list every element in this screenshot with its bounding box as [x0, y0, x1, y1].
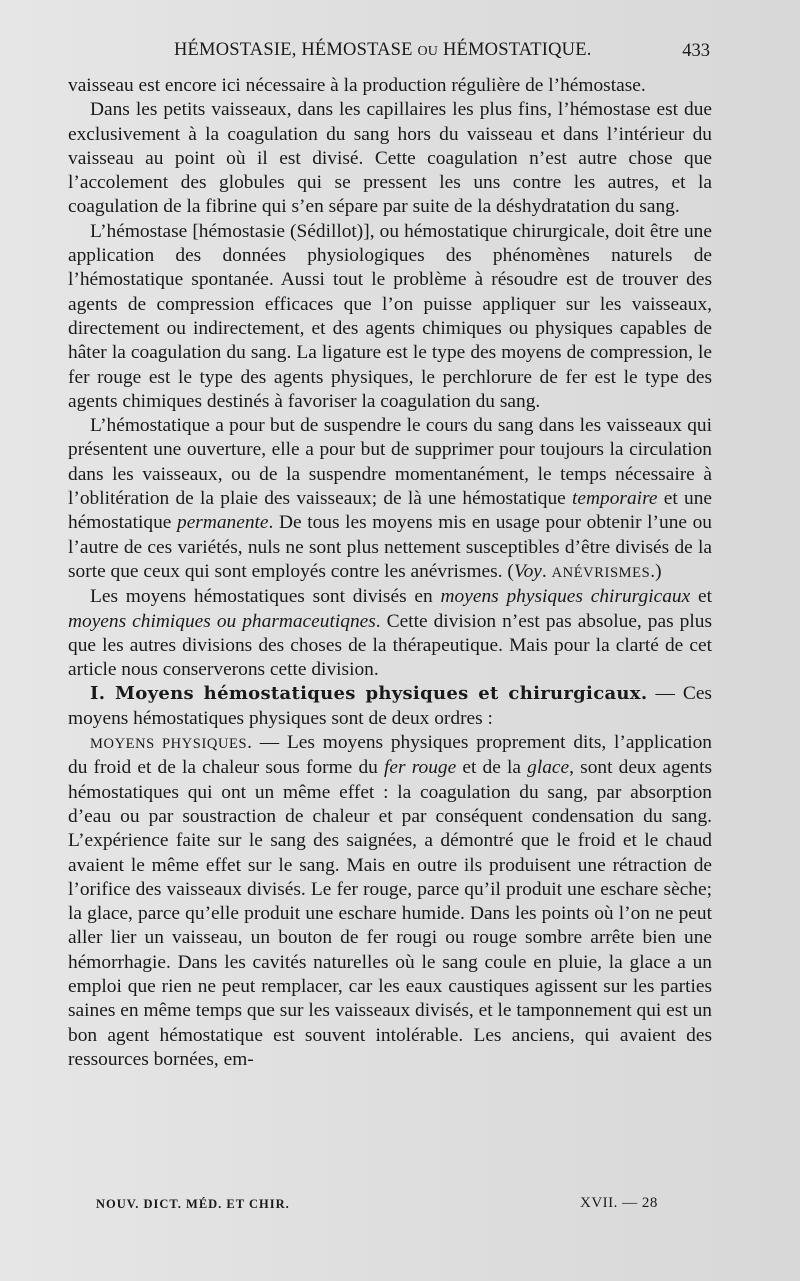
paragraph-moyens-physiques: MOYENS PHYSIQUES. — Les moyens physiques proprement dits, l’application du froid et de la chaleur sous forme du fer rouge et de la glace, sont deux agents hémostatiques qui ont un même effet : la coagulation du sang, par absorption d’eau ou par soustraction de chaleur et par conséquent condensation du sang. L’expérience faite sur le sang des saignées, a démontré que le froid et le chaud avaient le même effet sur le sang. Mais en outre ils produisent une rétraction de l’orifice des vaisseaux divisés. Le fer rouge, parce qu’il produit une eschare sèche; la glace, parce qu’elle produit une eschare humide. Dans les points où l’on ne peut aller lier un vaisseau, un bouton de fer rougi ou rouge sombre arrête bien une hémorrhagie. Dans les cavités naturelles où le sang coule en pluie, la glace a un emploi que rien ne peut remplacer, car les eaux caustiques agissent sur les parties saines en même temps que sur les vaisseaux divisés, et le tamponnement qui est un bon agent hémostatique est souvent intolérable. Les anciens, qui avaient des ressources bornées, em- — [68, 732, 713, 1070]
page-number: 433 — [682, 41, 710, 61]
cross-reference-anevrismes: ANÉVRISMES — [551, 564, 651, 581]
term-permanente: permanente — [177, 512, 269, 534]
paragraph-hemostatique-goal: L’hémostatique a pour but de suspendre le cours du sang dans les vaisseaux qui présentent une ouverture, elle a pour but de supprimer pour toujours la circulation dans les vaisseaux, ou de la suspendre momentanément, le temps nécessaire à l’oblitération de la plaie des vaisseaux; de là une hémostatique temporaire et une hémostatique permanente. De tous les moyens mis en usage pour obtenir l’une ou l’autre de ces variétés, nuls ne sont plus nettement susceptibles d’être divisés de la sorte que ceux qui sont employés contre les anévrismes. (Voy. ANÉVRISMES.) — [68, 415, 712, 582]
article-body — [68, 74, 712, 1072]
running-title-conjunction: OU — [417, 44, 439, 59]
paragraph-capillaries: Dans les petits vaisseaux, dans les capillaires les plus fins, l’hémostase est due exclusivement à la coagulation du sang hors du vaisseau et dans l’intérieur du vaisseau au point où il est divisé. Cette coagulation n’est autre chose que l’accolement des globules qui se pressent les uns contre les autres, et la coagulation de la fibrine qui s’en sépare par suite de la déshydratation du sang. — [68, 99, 712, 218]
section-title: I. Moyens hémostatiques physiques et chirurgicaux. — [90, 683, 648, 705]
page-footer — [96, 1197, 696, 1217]
footer-source: NOUV. DICT. MÉD. ET CHIR. — [96, 1197, 290, 1211]
running-header — [68, 40, 712, 68]
term-fer-rouge: fer rouge — [384, 757, 457, 779]
subsection-label: MOYENS PHYSIQUES — [90, 736, 248, 753]
cross-reference-voy: Voy — [513, 560, 542, 582]
footer-signature: XVII. — 28 — [580, 1195, 658, 1211]
running-title — [174, 40, 592, 61]
running-title-part: HÉMOSTATIQUE. — [438, 40, 592, 60]
term-moyens-physiques: moyens physiques chirurgicaux — [440, 586, 691, 608]
term-temporaire: temporaire — [572, 488, 658, 510]
section-heading-paragraph: I. Moyens hémostatiques physiques et chirurgicaux. — Ces moyens hémostatiques physiques sont de deux ordres : — [68, 683, 712, 729]
running-title-part: HÉMOSTASIE, HÉMOSTASE — [174, 40, 418, 60]
term-glace: glace — [527, 757, 570, 779]
paragraph-division: Les moyens hémostatiques sont divisés en moyens physiques chirurgicaux et moyens chimiques ou pharmaceutiqnes. Cette division n’est pas absolue, pas plus que les autres divisions des choses de la thérapeutique. Mais pour la clarté de cet article nous conserverons cette division. — [68, 586, 712, 681]
term-moyens-chimiques: moyens chimiques ou pharmaceutiqnes — [68, 610, 376, 632]
paragraph-hemostase-definition: L’hémostase [hémostasie (Sédillot)], ou hémostatique chirurgicale, doit être une application des données physiologiques des phénomènes naturels de l’hémostatique spontanée. Aussi tout le problème à résoudre est de trouver des agents de compression efficaces que l’on puisse appliquer sur les vaisseaux, directement ou indirectement, et des agents chimiques ou physiques capables de hâter la coagulation du sang. La ligature est le type des moyens de compression, le fer rouge est le type des agents physiques, le perchlorure de fer est le type des agents chimiques destinés à favoriser la coagulation du sang. — [68, 220, 712, 412]
paragraph-continuation: vaisseau est encore ici nécessaire à la production régulière de l’hémostase. — [68, 75, 646, 96]
